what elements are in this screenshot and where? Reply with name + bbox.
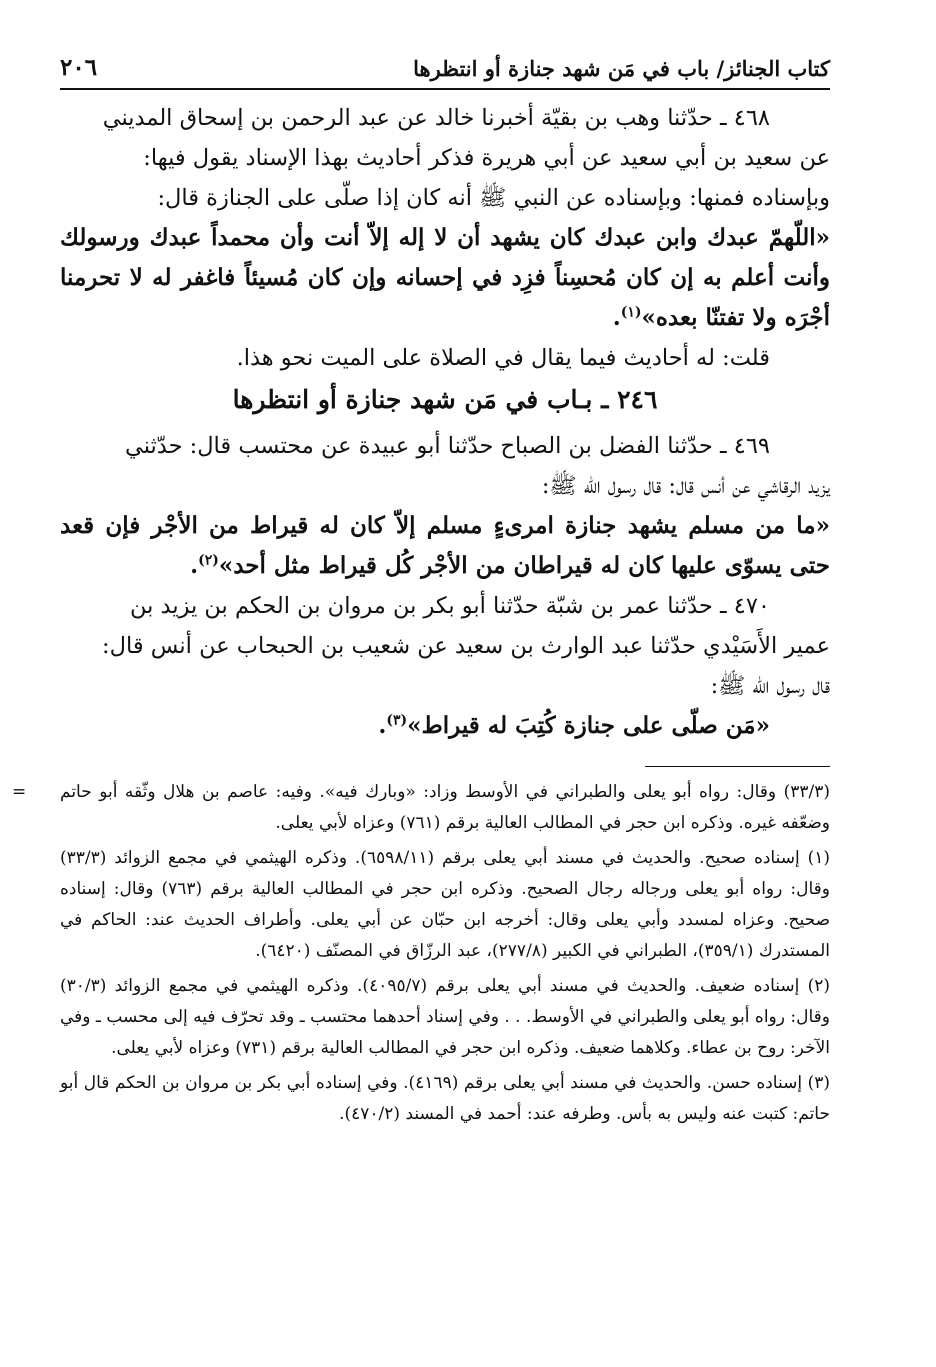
hadith-470-line-2: عمير الأَسَيْدي حدّثنا عبد الوارث بن سعيد عن شعيب بن الحبحاب عن أنس قال: [102,633,830,659]
hadith-468-quote: «اللّهمّ عبدك وابن عبدك كان يشهد أن لا إله إلاّ أنت وأن محمداً عبدك ورسولك وأنت أعلم به إن كان مُحسِناً فزِد في إحسانه وإن كان مُسيئاً فاغفر له لا تحرمنا أجْرَه ولا تفتنّا بعده»$^{(١)}$. [60,224,830,331]
hadith-469-line-1: ٤٦٩ ـ حدّثنا الفضل بن الصباح حدّثنا أبو عبيدة عن محتسب قال: حدّثني [124,433,770,459]
section-heading: ٢٤٦ ـ بـاب في مَن شهد جنازة أو انتظرها [232,385,658,414]
hadith-469-quote-text: «ما من مسلم يشهد جنازة امرىءٍ مسلم إلاّ كان له قيراط من الأجْر فإن قعد حتى يسوّى عليها كان له قيراطان من الأجْر كُل قيراط مثل أحد» [60,512,830,579]
note-line: قلت: له أحاديث فيما يقال في الصلاة على الميت نحو هذا. [236,345,770,371]
footnote-2: (٢) إسناده ضعيف. والحديث في مسند أبي يعلى برقم (٤٠٩٥/٧). وذكره الهيثمي في مجمع الزوائد (٣٠/٣) وقال: رواه أبو يعلى والطبراني في الأوسط. . . وفي إسناد أحدهما محتسب ـ وقد تحرّف فيه إلى محسب ـ وفي الآخر: روح بن عطاء. وكلاهما ضعيف. وذكره ابن حجر في المطالب العالية برقم (٧٣١) وعزاه لأبي يعلى. [60,976,830,1058]
footnote-ref-2: (٢) [198,552,219,569]
running-header [60,48,830,90]
footnote-continuation [12,777,830,839]
hadith-468-line-2: عن سعيد بن أبي سعيد عن أبي هريرة فذكر أحاديث بهذا الإسناد يقول فيها: [143,145,830,171]
footnote-ref-3: (٣) [386,712,408,729]
hadith-469-line-2: يزيد الرقاشي عن أنس قال: قال رسول الله ﷺ: [541,473,830,499]
footnote-continuation-text: (٣٣/٣) وقال: رواه أبو يعلى والطبراني في الأوسط وزاد: «وبارك فيه». وفيه: عاصم بن هلال وثّقه أبو حاتم وضعّفه غيره. وذكره ابن حجر في المطالب العالية برقم (٧٦١) وعزاه لأبي يعلى. [60,782,830,833]
page-number: ٢٠٦ [60,54,98,81]
hadith-470-line-3: قال رسول الله ﷺ: [710,673,830,699]
footnote-1: (١) إسناده صحيح. والحديث في مسند أبي يعلى برقم (٦٥٩٨/١١). وذكره الهيثمي في مجمع الزوائد (٣٣/٣) وقال: رواه أبو يعلى ورجاله رجال الصحيح. وذكره ابن حجر في المطالب العالية برقم (٧٦٣) وقال: إسناده صحيح. وعزاه لمسدد وأبي يعلى وقال: أخرجه ابن حبّان عن أبي يعلى. وأطراف الحديث عند: الحاكم في المستدرك (٣٥٩/١)، الطبراني في الكبير (٢٧٧/٨)، عبد الرزّاق في المصنّف (٦٤٢٠). [60,848,830,961]
footnote-divider [645,766,830,767]
book-page [12,48,830,1318]
footnotes [12,777,830,1130]
hadith-470-quote-text: «مَن صلّى على جنازة كُتِبَ له قيراط» [407,712,770,739]
hadith-468-quote-text: «اللّهمّ عبدك وابن عبدك كان يشهد أن لا إله إلاّ أنت وأن محمداً عبدك ورسولك وأنت أعلم به إن كان مُحسِناً فزِد في إحسانه وإن كان مُسيئاً فاغفر له لا تحرمنا أجْرَه ولا تفتنّا بعده» [60,224,830,331]
hadith-470-quote: «مَن صلّى على جنازة كُتِبَ له قيراط»$^{(٣)}$. [378,712,770,739]
hadith-470-line-1: ٤٧٠ ـ حدّثنا عمر بن شبّة حدّثنا أبو بكر بن مروان بن الحكم بن يزيد بن [129,593,770,619]
footnote-ref-1: (١) [620,304,642,321]
footnote-3: (٣) إسناده حسن. والحديث في مسند أبي يعلى برقم (٤١٦٩). وفي إسناده أبي بكر بن مروان بن الحكم قال أبو حاتم: كتبت عنه وليس به بأس. وطرفه عند: أحمد في المسند (٤٧٠/٢). [60,1073,830,1124]
hadith-469-quote: «ما من مسلم يشهد جنازة امرىءٍ مسلم إلاّ كان له قيراط من الأجْر فإن قعد حتى يسوّى عليها كان له قيراطان من الأجْر كُل قيراط مثل أحد»$^{(٢)}$. [60,512,830,579]
hadith-468-line-3: وبإسناده فمنها: وبإسناده عن النبي ﷺ أنه كان إذا صلّى على الجنازة قال: [157,185,830,211]
main-text [60,98,830,746]
continuation-marker: = [12,782,27,802]
hadith-468-line-1: ٤٦٨ ـ حدّثنا وهب بن بقيّة أخبرنا خالد عن عبد الرحمن بن إسحاق المديني [102,105,770,131]
running-title: كتاب الجنائز/ باب في مَن شهد جنازة أو انتظرها [413,56,830,81]
